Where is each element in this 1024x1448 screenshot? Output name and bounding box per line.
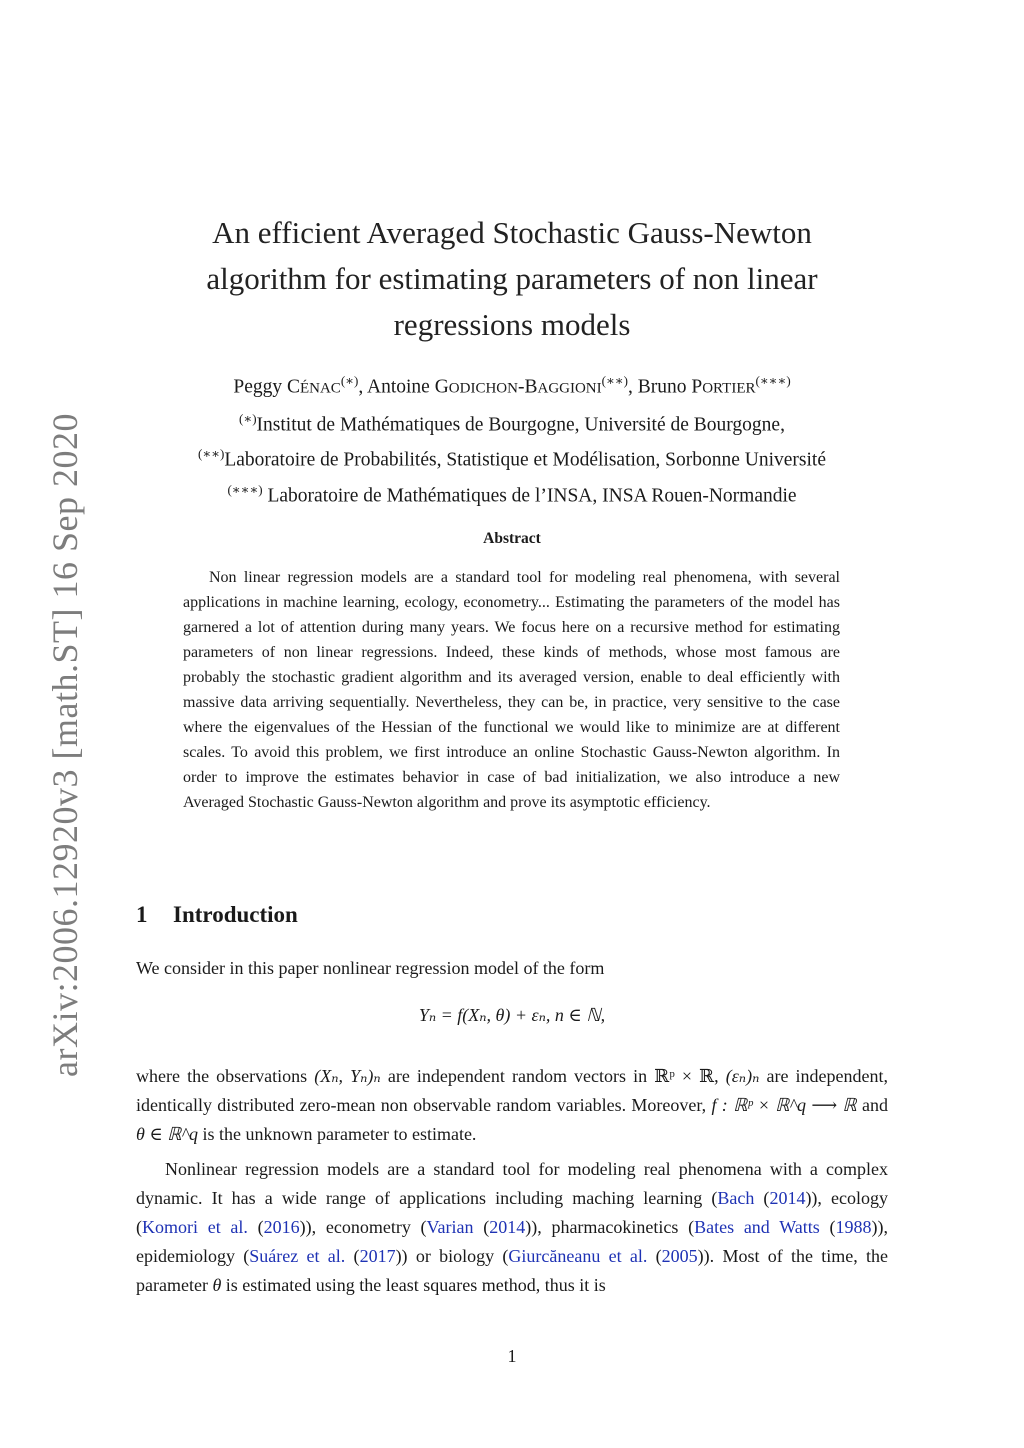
author-2-last-rest-2: AGGIONI <box>537 380 602 397</box>
p2-theta: θ ∈ ℝ^q <box>136 1124 199 1144</box>
p3-text-j: ( <box>345 1246 360 1266</box>
affiliation-3-text: Laboratoire de Mathématiques de l’INSA, INSA Rouen-Normandie <box>262 485 797 506</box>
p2-text-e: and <box>856 1095 888 1115</box>
p3-text-m: )). Most of the time, the parameter <box>136 1246 889 1295</box>
affiliation-2-mark: (∗∗) <box>197 446 225 461</box>
citation-komori[interactable]: Komori et al. <box>142 1217 248 1237</box>
author-2-last-rest-1: ODICHON <box>448 380 518 397</box>
author-2-first: , Antoine <box>358 376 435 398</box>
p3-text-e: )), econometry ( <box>299 1217 427 1237</box>
citation-suarez-year[interactable]: 2017 <box>359 1246 396 1266</box>
arxiv-side-label: arXiv:2006.12920v3 [math.ST] 16 Sep 2020 <box>45 413 85 1077</box>
page-number: 1 <box>507 1346 517 1366</box>
p2-text-a: where the observations <box>136 1066 315 1086</box>
intro-paragraph-1: We consider in this paper nonlinear regression model of the form <box>136 958 605 978</box>
title-line-1: An efficient Averaged Stochastic Gauss-Newton <box>212 215 812 250</box>
p3-text-i: )), epidemiology ( <box>136 1217 888 1266</box>
affiliation-2-text: Laboratoire de Probabilités, Statistique et Modélisation, Sorbonne Université <box>224 449 827 471</box>
author-1-last-rest: ÉNAC <box>299 380 341 397</box>
affiliation-3-mark: (∗∗∗) <box>227 481 263 497</box>
citation-komori-year[interactable]: 2016 <box>263 1217 300 1237</box>
p3-text-c: )), ecology ( <box>136 1188 888 1237</box>
p2-observations: (Xₙ, Yₙ)ₙ <box>314 1066 381 1086</box>
p3-text-k: )) or biology ( <box>395 1246 509 1266</box>
citation-giurcaneanu[interactable]: Giurcăneanu et al. <box>508 1246 648 1266</box>
affiliation-1-mark: (∗) <box>239 410 257 426</box>
citation-suarez[interactable]: Suárez et al. <box>249 1246 346 1266</box>
title-line-2: algorithm for estimating parameters of non linear <box>206 261 818 296</box>
p2-text-c: , <box>714 1066 726 1086</box>
author-3-last-rest: ORTIER <box>702 380 756 397</box>
p3-text-l: ( <box>647 1246 662 1266</box>
p2-text-b: are independent random vectors in <box>380 1066 655 1086</box>
intro-paragraph-3 <box>136 1155 888 1300</box>
p3-text-a: Nonlinear regression models are a standard tool for modeling real phenomena with a complex dynamic. It has a wide range of applications including maching learning ( <box>136 1159 888 1208</box>
intro-paragraph-2 <box>136 1062 888 1149</box>
section-title: Introduction <box>173 902 298 927</box>
author-2-last-initial-2: B <box>524 376 538 398</box>
p2-function: f : ℝᵖ × ℝ^q ⟶ ℝ <box>711 1095 857 1115</box>
paper-title <box>180 210 844 348</box>
author-block <box>120 366 904 510</box>
p3-theta: θ <box>212 1275 222 1295</box>
p3-text-f: ( <box>473 1217 490 1237</box>
author-2-mark: (∗∗) <box>601 373 628 388</box>
author-1-last-initial: C <box>286 376 300 398</box>
regression-equation: Yₙ = f(Xₙ, θ) + εₙ, n ∈ ℕ, <box>418 1005 606 1025</box>
p3-text-n: is estimated using the least squares method, thus it is <box>221 1275 606 1295</box>
citation-varian[interactable]: Varian <box>426 1217 474 1237</box>
p2-space: ℝᵖ × ℝ <box>654 1066 715 1086</box>
p3-text-g: )), pharmacokinetics ( <box>525 1217 695 1237</box>
author-1-first: Peggy <box>233 376 287 398</box>
citation-varian-year[interactable]: 2014 <box>489 1217 526 1237</box>
author-3-last-initial: P <box>691 376 703 398</box>
abstract-text: Non linear regression models are a standard tool for modeling real phenomena, with several applications in machine learning, ecology, econometry... Estimating the parameters of the model has garnered a lot of attention during many years. We focus here on a recursive method for estimating parameters of non linear regressions. Indeed, these kinds of methods, whose most famous are probably the stochastic gradient algorithm and its averaged version, enable to deal efficiently with massive data arriving sequentially. Nevertheless, they can be, in practice, very sensitive to the case where the eigenvalues of the Hessian of the functional we would like to minimize are at different scales. To avoid this problem, we first introduce an online Stochastic Gauss-Newton algorithm. In order to improve the estimates behavior in case of bad initialization, we also introduce a new Averaged Stochastic Gauss-Newton algorithm and prove its asymptotic efficiency. <box>183 569 840 811</box>
affiliation-3 <box>120 475 904 511</box>
section-number: 1 <box>136 902 148 927</box>
affiliation-2 <box>120 439 904 475</box>
author-3-mark: (∗∗∗) <box>755 373 791 388</box>
abstract-heading: Abstract <box>483 530 541 547</box>
p2-epsilon: (εₙ)ₙ <box>725 1066 760 1086</box>
citation-bach[interactable]: Bach <box>717 1188 755 1208</box>
p2-text-d: are independent, identically distributed zero-mean non observable random variables. Moreover, <box>136 1066 889 1115</box>
citation-giurcaneanu-year[interactable]: 2005 <box>661 1246 698 1266</box>
author-2-sep: - <box>517 376 525 398</box>
section-heading-introduction <box>136 902 298 928</box>
affiliation-1-text: Institut de Mathématiques de Bourgogne, Université de Bourgogne, <box>256 414 785 435</box>
citation-bates-year[interactable]: 1988 <box>835 1217 872 1237</box>
author-3-first: , Bruno <box>627 376 692 398</box>
citation-bates[interactable]: Bates and Watts <box>694 1217 820 1237</box>
citation-bach-year[interactable]: 2014 <box>769 1188 806 1208</box>
title-line-3: regressions models <box>393 307 631 342</box>
p3-text-h: ( <box>819 1217 836 1237</box>
author-line <box>120 366 904 404</box>
affiliation-1 <box>120 404 904 440</box>
p3-text-b: ( <box>754 1188 770 1208</box>
p2-text-g: is the unknown parameter to estimate. <box>198 1124 477 1144</box>
author-1-mark: (∗) <box>340 373 359 388</box>
p3-text-d: ( <box>247 1217 264 1237</box>
author-2-last-initial-1: G <box>434 376 449 398</box>
